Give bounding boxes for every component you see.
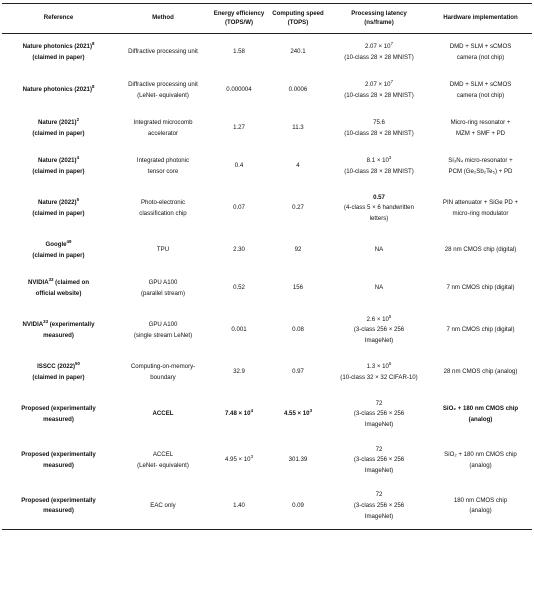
reference-citation: 4 bbox=[76, 154, 80, 160]
cell-energy-efficiency bbox=[211, 438, 267, 484]
table-row bbox=[2, 308, 532, 354]
cell-method bbox=[115, 392, 211, 438]
header-method: Method bbox=[115, 4, 211, 34]
cell-energy-efficiency bbox=[211, 72, 267, 110]
header-row bbox=[2, 4, 532, 34]
method-name: EAC only bbox=[150, 501, 176, 509]
reference-source: (claimed in paper) bbox=[32, 129, 85, 137]
cell-reference bbox=[2, 186, 115, 232]
cell-reference bbox=[2, 148, 115, 186]
cell-processing-latency bbox=[329, 308, 429, 354]
energy-value: 4.95 × 10 bbox=[224, 456, 251, 464]
cell-method bbox=[115, 186, 211, 232]
cell-computing-speed bbox=[267, 438, 329, 484]
cell-processing-latency bbox=[329, 270, 429, 308]
reference-name: Proposed (experimentally bbox=[21, 496, 96, 504]
hardware-line-2: (analog) bbox=[469, 507, 492, 515]
cell-method bbox=[115, 148, 211, 186]
reference-source: (claimed in paper) bbox=[32, 373, 85, 381]
cell-computing-speed bbox=[267, 72, 329, 110]
hardware-line-1: 7 nm CMOS chip (digital) bbox=[446, 284, 515, 292]
cell-energy-efficiency bbox=[211, 308, 267, 354]
method-name: GPU A100 bbox=[148, 278, 178, 286]
latency-value: 8.1 × 10 bbox=[366, 156, 389, 164]
energy-exponent: 4 bbox=[250, 408, 254, 414]
hardware-line-1: Si₃N₄ micro-resonator + bbox=[448, 156, 513, 164]
cell-method bbox=[115, 308, 211, 354]
hardware-line-1: PIN attenuator + SiGe PD + bbox=[442, 198, 519, 206]
reference-source: (claimed in paper) bbox=[32, 251, 85, 259]
cell-processing-latency bbox=[329, 72, 429, 110]
cell-method bbox=[115, 270, 211, 308]
cell-reference bbox=[2, 232, 115, 270]
cell-computing-speed bbox=[267, 110, 329, 148]
header-hardware-implementation: Hardware implementation bbox=[429, 4, 532, 34]
method-detail: boundary bbox=[150, 373, 176, 381]
energy-value: 0.52 bbox=[233, 284, 245, 292]
cell-method bbox=[115, 438, 211, 484]
latency-value: NA bbox=[374, 246, 384, 254]
table-row bbox=[2, 110, 532, 148]
cell-reference bbox=[2, 34, 115, 72]
reference-name: Proposed (experimentally bbox=[21, 404, 96, 412]
reference-source: measured) bbox=[43, 415, 74, 423]
cell-method bbox=[115, 34, 211, 72]
speed-value: 0.0006 bbox=[288, 86, 308, 94]
latency-dataset: (10-class 28 × 28 MNIST) bbox=[344, 129, 414, 137]
cell-hardware-implementation bbox=[429, 354, 532, 392]
reference-source: (claimed in paper) bbox=[32, 167, 85, 175]
reference-source: measured) bbox=[43, 507, 74, 515]
latency-exponent: 7 bbox=[390, 78, 394, 84]
reference-citation: 2 bbox=[76, 116, 80, 122]
speed-value: 0.08 bbox=[292, 326, 304, 334]
table-body bbox=[2, 34, 532, 530]
latency-dataset: (3-class 256 × 256 bbox=[353, 326, 405, 334]
reference-citation: 49 bbox=[66, 238, 72, 244]
speed-value: 4 bbox=[296, 162, 300, 170]
cell-processing-latency bbox=[329, 484, 429, 530]
cell-computing-speed bbox=[267, 354, 329, 392]
cell-hardware-implementation bbox=[429, 110, 532, 148]
cell-computing-speed bbox=[267, 232, 329, 270]
table-row bbox=[2, 270, 532, 308]
table-row bbox=[2, 484, 532, 530]
reference-source: measured) bbox=[43, 461, 74, 469]
latency-dataset: (10-class 28 × 28 MNIST) bbox=[344, 167, 414, 175]
hardware-line-1: SiO₂ + 180 nm CMOS chip bbox=[442, 404, 519, 412]
latency-value: 1.3 × 10 bbox=[366, 362, 389, 370]
cell-processing-latency bbox=[329, 438, 429, 484]
cell-computing-speed bbox=[267, 392, 329, 438]
cell-energy-efficiency bbox=[211, 232, 267, 270]
hardware-line-1: 180 nm CMOS chip bbox=[453, 496, 508, 504]
reference-source: (claimed in paper) bbox=[32, 53, 85, 61]
hardware-line-1: 7 nm CMOS chip (digital) bbox=[446, 326, 515, 334]
cell-computing-speed bbox=[267, 270, 329, 308]
method-name: Diffractive processing unit bbox=[128, 48, 198, 56]
table-row bbox=[2, 34, 532, 72]
energy-value: 0.4 bbox=[234, 162, 244, 170]
reference-name: Nature (2022) bbox=[37, 198, 77, 206]
method-name: TPU bbox=[156, 246, 170, 254]
reference-name: NVIDIA bbox=[27, 278, 49, 286]
speed-value: 301.39 bbox=[288, 456, 308, 464]
hardware-line-2: micro-ring modulator bbox=[452, 209, 509, 217]
latency-exponent: 3 bbox=[388, 154, 392, 160]
hardware-line-2: MZM + SMF + PD bbox=[455, 129, 506, 137]
energy-value: 1.58 bbox=[233, 48, 245, 56]
header-computing-speed: Computing speed (TOPS) bbox=[267, 4, 329, 34]
speed-value: 92 bbox=[294, 246, 302, 254]
energy-value: 1.40 bbox=[233, 501, 245, 509]
latency-value: 72 bbox=[375, 491, 383, 499]
cell-hardware-implementation bbox=[429, 186, 532, 232]
table-row bbox=[2, 438, 532, 484]
latency-value: NA bbox=[374, 284, 384, 292]
method-name: Diffractive processing unit bbox=[128, 80, 198, 88]
header-reference: Reference bbox=[2, 4, 115, 34]
latency-value: 2.07 × 10 bbox=[364, 80, 391, 88]
cell-hardware-implementation bbox=[429, 438, 532, 484]
table-row bbox=[2, 186, 532, 232]
reference-citation: 8 bbox=[91, 41, 95, 47]
latency-value: 2.07 × 10 bbox=[364, 43, 391, 51]
reference-name: Proposed (experimentally bbox=[21, 450, 96, 458]
reference-name: Nature (2021) bbox=[37, 118, 77, 126]
cell-computing-speed bbox=[267, 186, 329, 232]
hardware-line-2: PCM (Ge₂Sb₂Te₅) + PD bbox=[448, 167, 513, 175]
latency-value: 75.6 bbox=[373, 118, 385, 126]
method-detail: (single stream LeNet) bbox=[133, 331, 193, 339]
reference-note: (experimentally bbox=[48, 320, 95, 328]
cell-hardware-implementation bbox=[429, 484, 532, 530]
cell-method bbox=[115, 110, 211, 148]
speed-value: 4.55 × 10 bbox=[283, 410, 310, 418]
comparison-table bbox=[2, 3, 532, 530]
hardware-line-1: 28 nm CMOS chip (analog) bbox=[443, 368, 518, 376]
latency-dataset: (10-class 28 × 28 MNIST) bbox=[344, 91, 414, 99]
reference-citation: 33 bbox=[43, 318, 49, 324]
method-detail: accelerator bbox=[147, 129, 179, 137]
table-row bbox=[2, 354, 532, 392]
header-energy-efficiency: Energy efficiency (TOPS/W) bbox=[211, 4, 267, 34]
cell-reference bbox=[2, 308, 115, 354]
cell-hardware-implementation bbox=[429, 148, 532, 186]
hardware-line-2: camera (not chip) bbox=[456, 53, 505, 61]
table-row bbox=[2, 72, 532, 110]
cell-energy-efficiency bbox=[211, 186, 267, 232]
cell-processing-latency bbox=[329, 232, 429, 270]
latency-dataset: (3-class 256 × 256 bbox=[353, 501, 405, 509]
energy-value: 0.000004 bbox=[226, 86, 252, 94]
reference-note: (claimed on bbox=[53, 278, 90, 286]
cell-method bbox=[115, 484, 211, 530]
cell-hardware-implementation bbox=[429, 72, 532, 110]
speed-value: 11.3 bbox=[292, 124, 304, 132]
table-row bbox=[2, 232, 532, 270]
energy-value: 7.48 × 10 bbox=[224, 410, 251, 418]
energy-value: 0.07 bbox=[233, 204, 245, 212]
reference-name: Nature photonics (2021) bbox=[22, 86, 92, 94]
method-name: Photo-electronic bbox=[140, 198, 186, 206]
cell-hardware-implementation bbox=[429, 270, 532, 308]
cell-energy-efficiency bbox=[211, 484, 267, 530]
cell-reference bbox=[2, 270, 115, 308]
cell-processing-latency bbox=[329, 34, 429, 72]
speed-value: 156 bbox=[292, 284, 304, 292]
method-detail: tensor core bbox=[147, 167, 179, 175]
reference-citation: 50 bbox=[75, 360, 80, 366]
energy-exponent: 3 bbox=[250, 454, 254, 460]
cell-computing-speed bbox=[267, 484, 329, 530]
cell-processing-latency bbox=[329, 148, 429, 186]
reference-citation: 5 bbox=[76, 196, 80, 202]
hardware-line-2: (analog) bbox=[468, 415, 493, 423]
cell-processing-latency bbox=[329, 354, 429, 392]
reference-citation: 8 bbox=[91, 84, 95, 90]
latency-dataset-cont: ImageNet) bbox=[364, 512, 394, 520]
energy-value: 0.001 bbox=[231, 326, 247, 334]
speed-value: 240.1 bbox=[290, 48, 306, 56]
cell-reference bbox=[2, 110, 115, 148]
reference-source: (claimed in paper) bbox=[32, 209, 85, 217]
cell-reference bbox=[2, 438, 115, 484]
cell-processing-latency bbox=[329, 110, 429, 148]
hardware-line-2: (analog) bbox=[469, 461, 492, 469]
energy-value: 1.27 bbox=[233, 124, 245, 132]
latency-dataset: (3-class 256 × 256 bbox=[353, 410, 405, 418]
latency-dataset: (3-class 256 × 256 bbox=[353, 456, 405, 464]
hardware-line-1: Micro-ring resonator + bbox=[450, 118, 511, 126]
cell-reference bbox=[2, 354, 115, 392]
table-header bbox=[2, 4, 532, 34]
cell-reference bbox=[2, 72, 115, 110]
latency-value: 2.6 × 10 bbox=[366, 315, 389, 323]
method-detail: (LeNet- equivalent) bbox=[137, 461, 189, 469]
latency-exponent: 7 bbox=[390, 41, 394, 47]
latency-dataset-cont: ImageNet) bbox=[364, 466, 394, 474]
cell-computing-speed bbox=[267, 308, 329, 354]
cell-method bbox=[115, 354, 211, 392]
cell-energy-efficiency bbox=[211, 354, 267, 392]
reference-name: Nature photonics (2021) bbox=[22, 43, 92, 51]
cell-energy-efficiency bbox=[211, 110, 267, 148]
latency-dataset: (4-class 5 × 6 handwritten bbox=[344, 204, 414, 212]
method-name: Computing-on-memory- bbox=[130, 362, 196, 370]
header-processing-latency: Processing latency (ns/frame) bbox=[329, 4, 429, 34]
cell-computing-speed bbox=[267, 148, 329, 186]
reference-source: measured) bbox=[43, 331, 74, 339]
cell-energy-efficiency bbox=[211, 34, 267, 72]
hardware-line-1: 28 nm CMOS chip (digital) bbox=[444, 246, 517, 254]
latency-value: 0.57 bbox=[373, 193, 385, 201]
energy-value: 32.9 bbox=[233, 368, 245, 376]
cell-reference bbox=[2, 392, 115, 438]
cell-hardware-implementation bbox=[429, 232, 532, 270]
cell-hardware-implementation bbox=[429, 308, 532, 354]
speed-value: 0.27 bbox=[292, 204, 304, 212]
table-row bbox=[2, 392, 532, 438]
hardware-line-1: DMD + SLM + sCMOS bbox=[449, 43, 512, 51]
latency-value: 72 bbox=[375, 445, 383, 453]
latency-value: 72 bbox=[375, 399, 383, 407]
latency-exponent: 6 bbox=[388, 360, 392, 366]
cell-hardware-implementation bbox=[429, 392, 532, 438]
cell-reference bbox=[2, 484, 115, 530]
speed-exponent: 3 bbox=[309, 408, 313, 414]
cell-method bbox=[115, 232, 211, 270]
latency-dataset-cont: ImageNet) bbox=[364, 420, 394, 428]
method-name: Integrated microcomb bbox=[133, 118, 193, 126]
speed-value: 0.09 bbox=[292, 501, 304, 509]
method-name: GPU A100 bbox=[148, 320, 178, 328]
reference-name: ISSCC (2022) bbox=[37, 362, 76, 370]
reference-name: Nature (2021) bbox=[37, 156, 77, 164]
latency-dataset-cont: ImageNet) bbox=[364, 336, 394, 344]
method-name: ACCEL bbox=[152, 450, 174, 458]
energy-value: 2.30 bbox=[233, 246, 245, 254]
cell-energy-efficiency bbox=[211, 148, 267, 186]
reference-name: NVIDIA bbox=[22, 320, 44, 328]
method-name: ACCEL bbox=[152, 410, 174, 418]
method-detail: (parallel stream) bbox=[140, 289, 186, 297]
method-detail: (LeNet- equivalent) bbox=[137, 91, 189, 99]
cell-computing-speed bbox=[267, 34, 329, 72]
reference-name: Google bbox=[45, 240, 67, 248]
method-name: Integrated photonic bbox=[136, 156, 190, 164]
reference-source: official website) bbox=[35, 289, 82, 297]
latency-dataset: (10-class 32 × 32 CIFAR-10) bbox=[340, 373, 418, 381]
latency-dataset: (10-class 28 × 28 MNIST) bbox=[344, 53, 414, 61]
table-row bbox=[2, 148, 532, 186]
cell-processing-latency bbox=[329, 392, 429, 438]
cell-method bbox=[115, 72, 211, 110]
hardware-line-1: DMD + SLM + sCMOS bbox=[449, 80, 512, 88]
reference-citation: 33 bbox=[48, 276, 54, 282]
cell-energy-efficiency bbox=[211, 270, 267, 308]
cell-processing-latency bbox=[329, 186, 429, 232]
cell-energy-efficiency bbox=[211, 392, 267, 438]
method-detail: classification chip bbox=[139, 209, 187, 217]
speed-value: 0.97 bbox=[292, 368, 304, 376]
cell-hardware-implementation bbox=[429, 34, 532, 72]
latency-exponent: 5 bbox=[388, 313, 392, 319]
hardware-line-2: camera (not chip) bbox=[456, 91, 505, 99]
latency-dataset-cont: letters) bbox=[369, 214, 389, 222]
hardware-line-1: SiO₂ + 180 nm CMOS chip bbox=[444, 450, 517, 458]
